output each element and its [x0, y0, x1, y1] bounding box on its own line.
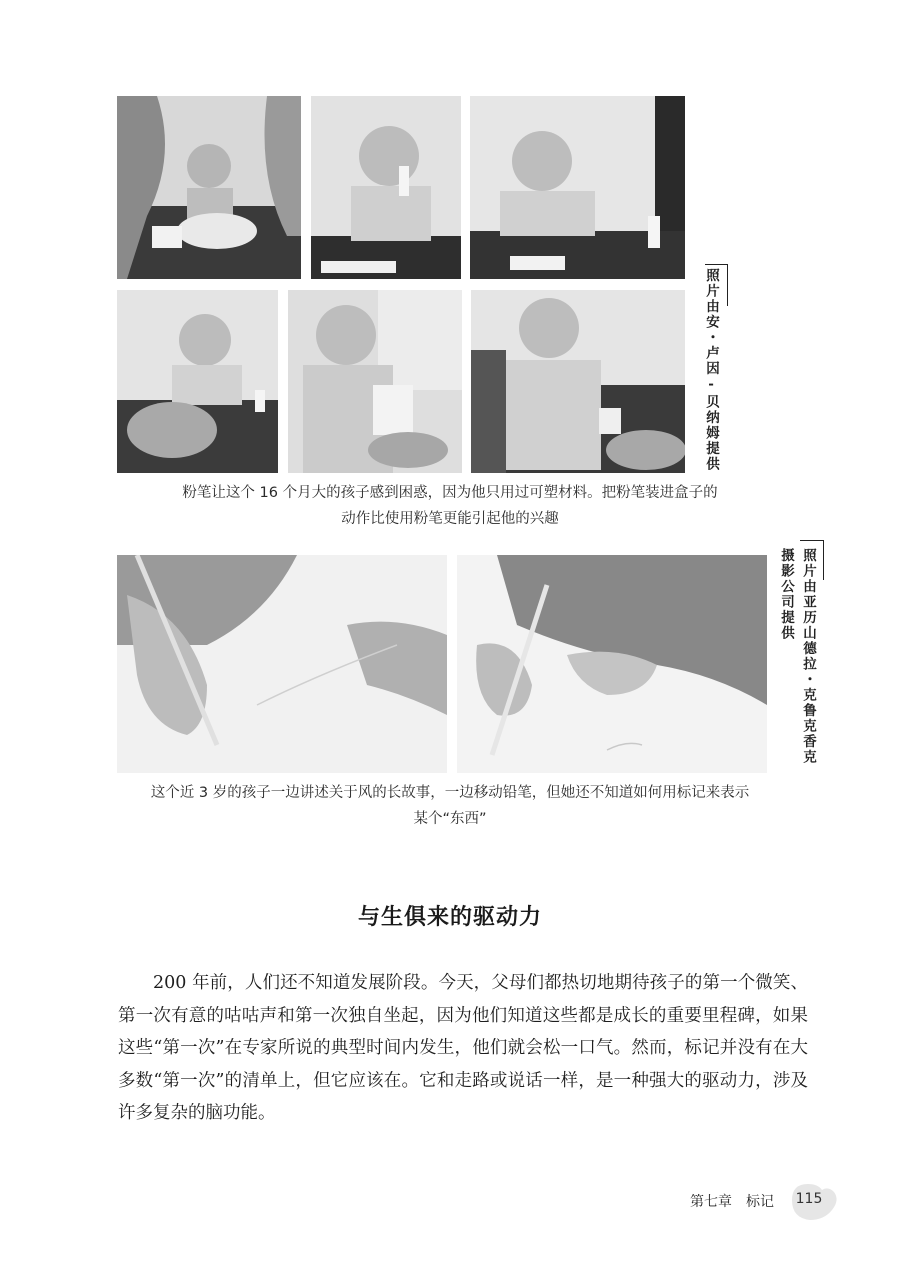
photo-child-looking-down: [471, 290, 685, 473]
page-number-badge: [788, 1180, 840, 1222]
figure-caption-2: [100, 780, 800, 832]
photo-child-reaching-chalk: [117, 290, 278, 473]
photo-child-with-adult-hands: [117, 96, 301, 279]
credit-rule-horizontal-2: [800, 540, 824, 541]
photo-credit-1: [700, 268, 722, 478]
page-number: 115: [795, 1191, 823, 1207]
page-footer: [690, 1180, 840, 1222]
photo-credit-text: 照片由安・卢因-贝纳姆提供: [703, 268, 719, 472]
photo-child-with-chalk-box: [288, 290, 462, 473]
caption-line: 动作比使用粉笔更能引起他的兴趣: [341, 511, 559, 527]
photo-hand-drawing-pencil-right: [457, 555, 767, 773]
credit-rule-top: [727, 264, 728, 306]
caption-line: 这个近 3 岁的孩子一边讲述关于风的长故事，一边移动铅笔，但她还不知道如何用标记来表示: [150, 785, 750, 801]
caption-line: 粉笔让这个 16 个月大的孩子感到困惑，因为他只用过可塑材料。把粉笔装进盒子的: [182, 485, 718, 501]
credit-rule-top-2: [823, 540, 824, 580]
photo-hand-drawing-pencil-left: [117, 555, 447, 773]
photo-credit-text: 照片由亚历山德拉・克鲁克香克: [800, 548, 816, 765]
figure-caption-1: [100, 480, 800, 532]
photo-child-holding-chalk: [311, 96, 461, 279]
photo-credit-text: 摄影公司提供: [778, 548, 794, 641]
credit-rule-horizontal: [705, 264, 728, 265]
caption-line: 某个“东西”: [413, 811, 487, 827]
body-paragraph: 200 年前，人们还不知道发展阶段。今天，父母们都热切地期待孩子的第一个微笑、第一次有意的咕咕声和第一次独自坐起，因为他们知道这些都是成长的重要里程碑，如果这些“第一次”在专家所说的典型时间内发生，他们就会松一口气。然而，标记并没有在大多数“第一次”的清单上，但它应该在。它和走路或说话一样，是一种强大的驱动力，涉及许多复杂的脑功能。: [118, 973, 808, 1123]
footer-chapter: 第七章: [690, 1194, 732, 1210]
footer-section: 标记: [746, 1194, 774, 1210]
photo-credit-2: [775, 548, 819, 778]
photo-child-placing-chalk: [470, 96, 685, 279]
section-heading: 与生俱来的驱动力: [357, 905, 542, 930]
